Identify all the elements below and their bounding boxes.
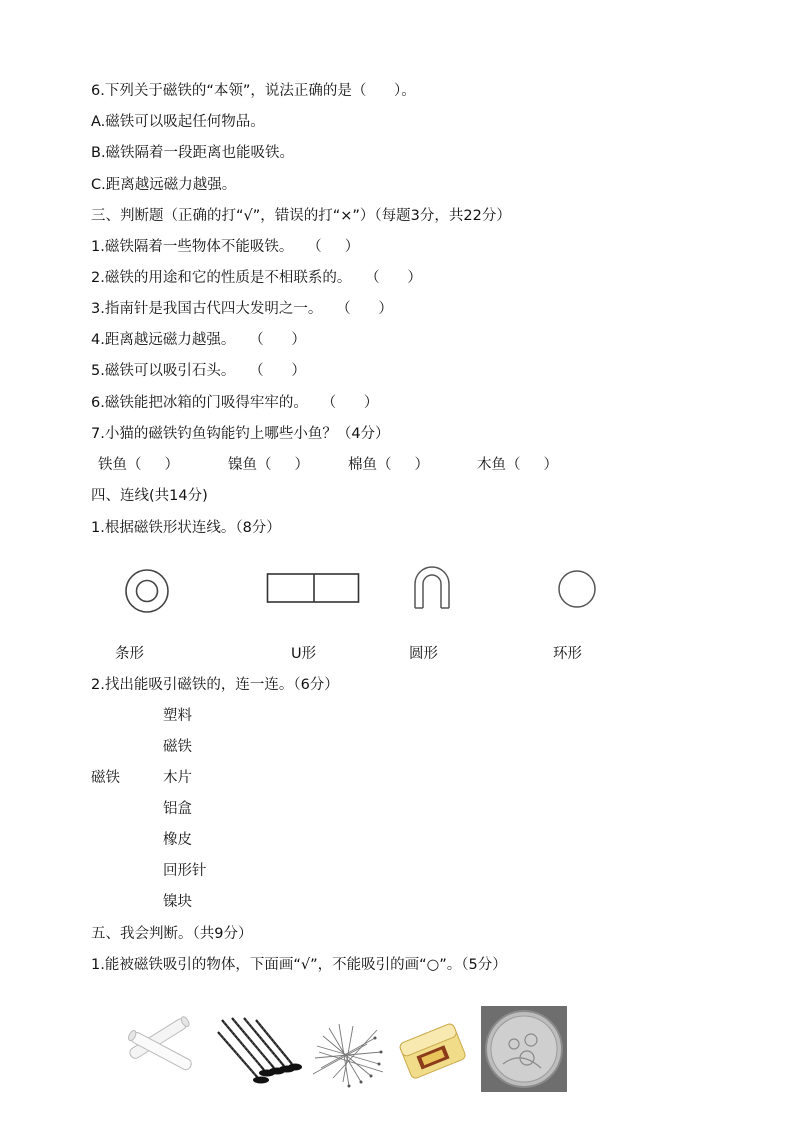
q6-option-b: B.磁铁隔着一段距离也能吸铁。 [91,145,295,161]
eraser-image [390,1018,476,1086]
bar-magnet-shape [266,572,362,606]
material-item: 橡皮 [163,832,192,848]
shape-label-ring: 环形 [553,646,582,662]
chalk-image [120,1012,204,1078]
screws-image [212,1012,304,1084]
section5-title: 五、我会判断。（共9分） [91,926,253,942]
section3-item-1: 1.磁铁隔着一些物体不能吸铁。 （ ） [91,239,360,255]
section3-item-7: 7.小猫的磁铁钓鱼钩能钓上哪些小鱼？（4分） [91,426,390,442]
section3-item-2: 2.磁铁的用途和它的性质是不相联系的。 （ ） [91,270,422,286]
section4-q2: 2.找出能吸引磁铁的，连一连。（6分） [91,677,339,693]
material-item: 磁铁 [163,739,192,755]
section3-item-3: 3.指南针是我国古代四大发明之一。 （ ） [91,301,393,317]
shape-label-bar: 条形 [115,646,144,662]
q6-option-a: A.磁铁可以吸起任何物品。 [91,114,265,130]
material-item: 铝盒 [163,801,192,817]
section3-item-6: 6.磁铁能把冰箱的门吸得牢牢的。 （ ） [91,395,379,411]
section3-item-5: 5.磁铁可以吸引石头。 （ ） [91,363,306,379]
shape-label-u: U形 [291,646,317,662]
fish-iron: 铁鱼（ ） [98,457,180,473]
fish-wood: 木鱼（ ） [477,457,559,473]
q6-stem: 6.下列关于磁铁的“本领”，说法正确的是（ ）。 [91,83,416,99]
material-item: 回形针 [163,863,207,879]
ring-magnet-shape [122,566,172,616]
fish-cotton: 棉鱼（ ） [348,457,430,473]
section4-title: 四、连线(共14分) [91,488,208,504]
section5-q1: 1.能被磁铁吸引的物体，下面画“√”，不能吸引的画“○”。（5分） [91,957,507,973]
material-item: 塑料 [163,708,192,724]
coin-image [481,1006,567,1092]
disc-magnet-shape [555,567,599,611]
material-item: 镍块 [163,894,192,910]
section4-q1: 1.根据磁铁形状连线。（8分） [91,520,281,536]
pins-image [309,1016,387,1088]
q6-option-c: C.距离越远磁力越强。 [91,177,237,193]
section3-title: 三、判断题（正确的打“√”，错误的打“×”）（每题3分，共22分） [91,208,511,224]
fish-nickel: 镍鱼（ ） [228,457,310,473]
u-magnet-shape [410,564,454,610]
shape-label-disc: 圆形 [409,646,438,662]
magnet-label: 磁铁 [91,770,120,786]
section3-item-4: 4.距离越远磁力越强。 （ ） [91,332,306,348]
material-item: 木片 [163,770,192,786]
